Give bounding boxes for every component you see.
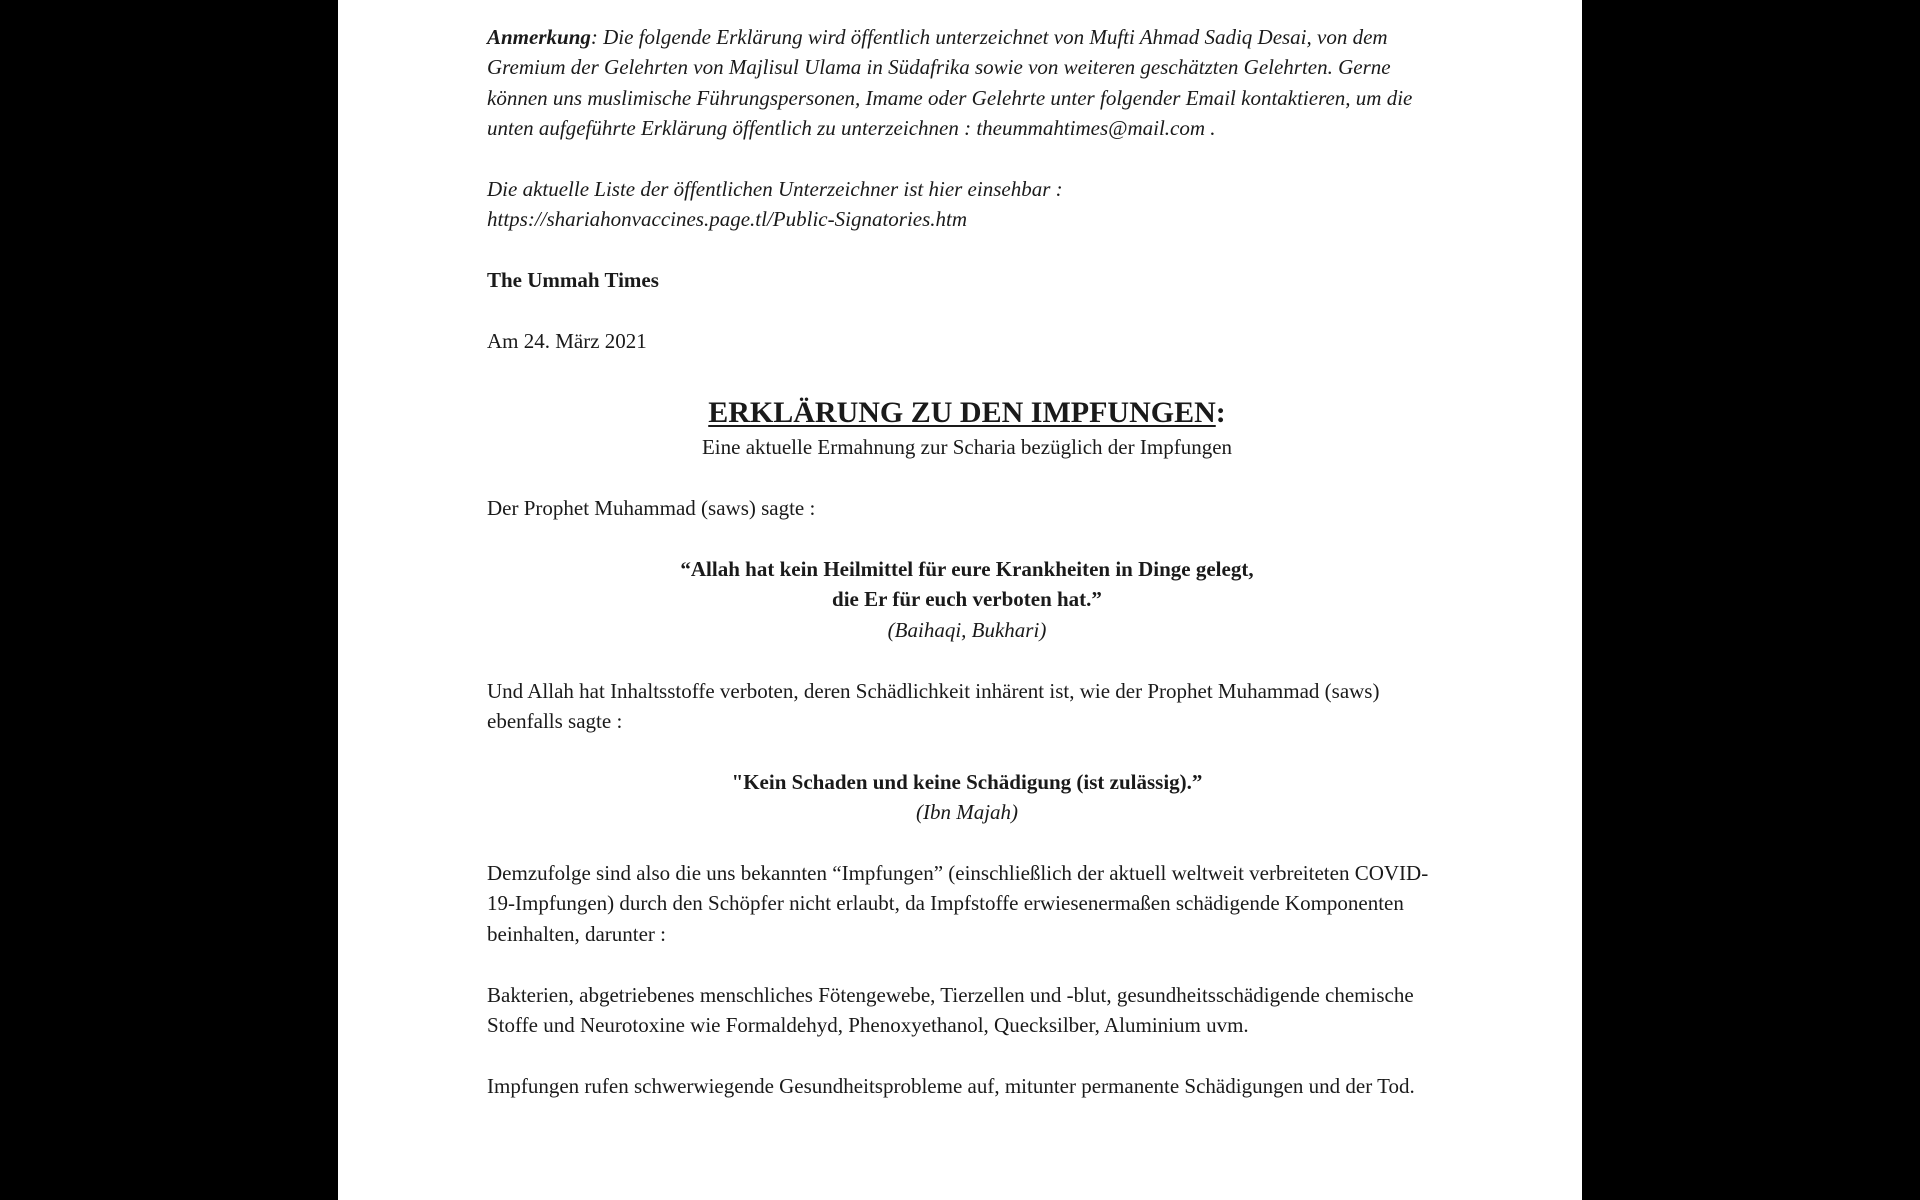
- signatories-url[interactable]: https://shariahonvaccines.page.tl/Public-Signatories.htm: [487, 207, 968, 232]
- quote2-intro: Und Allah hat Inhaltsstoffe verboten, deren Schädlichkeit inhärent ist, wie der Prophet Muhammad (saws) ebenfalls sagte :: [487, 678, 1380, 734]
- quote1-reference: (Baihaqi, Bukhari): [887, 617, 1047, 642]
- quote2-reference: (Ibn Majah): [915, 800, 1019, 825]
- vaccines-paragraph: Demzufolge sind also die uns bekannten “Impfungen” (einschließlich der aktuell weltweit verbreiteten COVID-19-Impfungen) durch den Schöpfer nicht erlaubt, da Impfstoffe erwiesenermaßen schädigende Komponenten beinhalten, darunter :: [487, 861, 1429, 946]
- document-date: Am 24. März 2021: [487, 329, 647, 354]
- document-content: [487, 22, 1447, 1132]
- page-title: [487, 394, 1447, 432]
- title-colon: :: [1215, 396, 1226, 430]
- signatories-intro: Die aktuelle Liste der öffentlichen Unterzeichner ist hier einsehbar :: [487, 177, 1063, 202]
- document-page: [338, 0, 1582, 1200]
- quote1-line1: “Allah hat kein Heilmittel für eure Krankheiten in Dinge gelegt,: [680, 557, 1254, 582]
- quote1-intro: Der Prophet Muhammad (saws) sagte :: [487, 496, 816, 521]
- publisher-name: The Ummah Times: [487, 268, 659, 293]
- subtitle: Eine aktuelle Ermahnung zur Scharia bezüglich der Impfungen: [701, 435, 1233, 460]
- note-label: Anmerkung: [487, 25, 591, 49]
- quote2-block: [487, 767, 1447, 828]
- note-paragraph: [487, 22, 1447, 144]
- signatories-paragraph: [487, 174, 1447, 235]
- note-text: : Die folgende Erklärung wird öffentlich unterzeichnet von Mufti Ahmad Sadiq Desai, von dem Gremium der Gelehrten von Majlisul Ulama in Südafrika sowie von weiteren geschätzten Gelehrten. Gerne können uns muslimische Führungspersonen, Imame oder Gelehrte unter folgender Email kontaktieren, um die unten aufgeführte Erklärung öffentlich zu unterzeichnen : theummahtimes@mail.com .: [487, 25, 1413, 141]
- ingredients-paragraph: Bakterien, abgetriebenes menschliches Fötengewebe, Tierzellen und -blut, gesundheitsschädigende chemische Stoffe und Neurotoxine wie Formaldehyd, Phenoxyethanol, Quecksilber, Aluminium uvm.: [487, 982, 1414, 1038]
- quote1-line2: die Er für euch verboten hat.”: [832, 587, 1102, 612]
- title-text: ERKLÄRUNG ZU DEN IMPFUNGEN: [708, 396, 1216, 430]
- quote1-block: [487, 554, 1447, 645]
- quote2-text: "Kein Schaden und keine Schädigung (ist zulässig).”: [731, 769, 1203, 794]
- harm-paragraph: Impfungen rufen schwerwiegende Gesundheitsprobleme auf, mitunter permanente Schädigungen und der Tod.: [487, 1073, 1415, 1098]
